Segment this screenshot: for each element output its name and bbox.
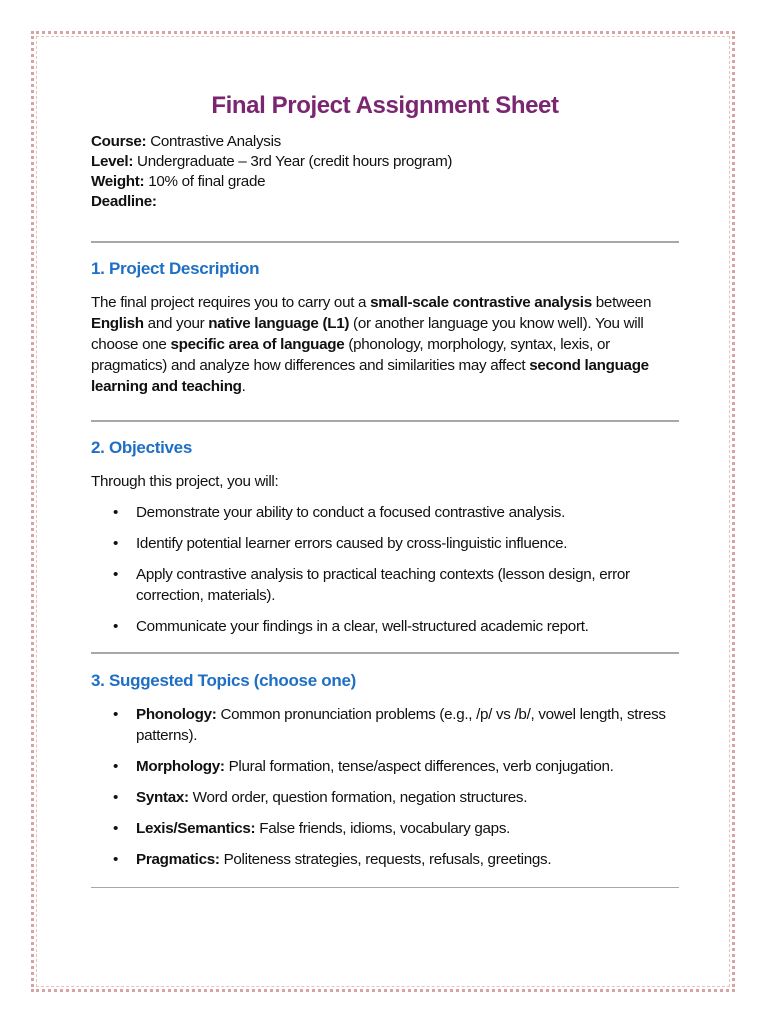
bullet-glyph: • (113, 504, 119, 521)
objectives-intro: Through this project, you will: (91, 473, 279, 490)
meta-deadline (91, 192, 679, 212)
level-value: Undergraduate – 3rd Year (credit hours program) (133, 153, 453, 170)
course-value: Contrastive Analysis (146, 133, 281, 150)
objectives-list (91, 502, 679, 637)
list-item-text: Apply contrastive analysis to practical teaching contexts (lesson design, error correction, materials). (136, 566, 630, 604)
topics-list (91, 704, 679, 870)
weight-label: Weight: (91, 173, 145, 190)
topic-text: Word order, question formation, negation structures. (188, 789, 528, 806)
topic-label: Syntax: (136, 789, 189, 806)
topic-text: Plural formation, tense/aspect differences, verb conjugation. (224, 758, 614, 775)
list-item (91, 756, 679, 777)
list-item (91, 818, 679, 839)
divider (91, 652, 679, 654)
section-project-description (91, 259, 679, 397)
bold-run: specific area of language (170, 336, 345, 353)
bullet-glyph: • (113, 706, 119, 723)
topic-text: False friends, idioms, vocabulary gaps. (255, 820, 511, 837)
text-run: The final project requires you to carry out a (91, 294, 371, 311)
text-run: between (591, 294, 652, 311)
list-item (91, 564, 679, 606)
bullet-glyph: • (113, 535, 119, 552)
text-run: and your (143, 315, 209, 332)
topic-text: Politeness strategies, requests, refusals, greetings. (219, 851, 552, 868)
document-body (91, 92, 679, 888)
page-title: Final Project Assignment Sheet (211, 92, 559, 119)
bold-run: native language (L1) (208, 315, 350, 332)
topic-label: Lexis/Semantics: (136, 820, 256, 837)
level-label: Level: (91, 153, 134, 170)
list-item (91, 616, 679, 637)
divider (91, 420, 679, 422)
list-item (91, 704, 679, 746)
bullet-glyph: • (113, 851, 119, 868)
section-heading: 1. Project Description (91, 259, 260, 278)
deadline-label: Deadline: (91, 193, 157, 210)
bold-run: small-scale contrastive analysis (370, 294, 592, 311)
bullet-glyph: • (113, 820, 119, 837)
weight-value: 10% of final grade (144, 173, 266, 190)
bullet-glyph: • (113, 758, 119, 775)
text-run: (or another language you know well). You will choose one (91, 315, 644, 353)
list-item (91, 533, 679, 554)
topic-text: Common pronunciation problems (e.g., /p/ vs /b/, vowel length, stress patterns). (136, 706, 666, 744)
meta-block (91, 132, 679, 212)
text-run: (phonology, morphology, syntax, lexis, or pragmatics) and analyze how differences and similarities may affect (91, 336, 610, 374)
bullet-glyph: • (113, 618, 119, 635)
meta-weight (91, 172, 679, 192)
section-heading: 3. Suggested Topics (choose one) (91, 671, 356, 690)
course-label: Course: (91, 133, 147, 150)
list-item-text: Demonstrate your ability to conduct a focused contrastive analysis. (136, 504, 565, 521)
topic-label: Phonology: (136, 706, 217, 723)
divider (91, 241, 679, 243)
bullet-glyph: • (113, 566, 119, 583)
meta-course (91, 132, 679, 152)
list-item (91, 502, 679, 523)
divider (91, 887, 679, 888)
list-item-text: Identify potential learner errors caused by cross-linguistic influence. (136, 535, 568, 552)
list-item (91, 849, 679, 870)
section-heading: 2. Objectives (91, 438, 192, 457)
list-item (91, 787, 679, 808)
bold-run: second language learning and teaching (91, 357, 649, 395)
section-suggested-topics (91, 671, 679, 870)
bullet-glyph: • (113, 789, 119, 806)
meta-level (91, 152, 679, 172)
topic-label: Morphology: (136, 758, 225, 775)
section-objectives (91, 438, 679, 637)
list-item-text: Communicate your findings in a clear, well-structured academic report. (136, 618, 589, 635)
text-run: . (241, 378, 246, 395)
topic-label: Pragmatics: (136, 851, 220, 868)
bold-run: English (91, 315, 144, 332)
description-paragraph (91, 292, 679, 397)
